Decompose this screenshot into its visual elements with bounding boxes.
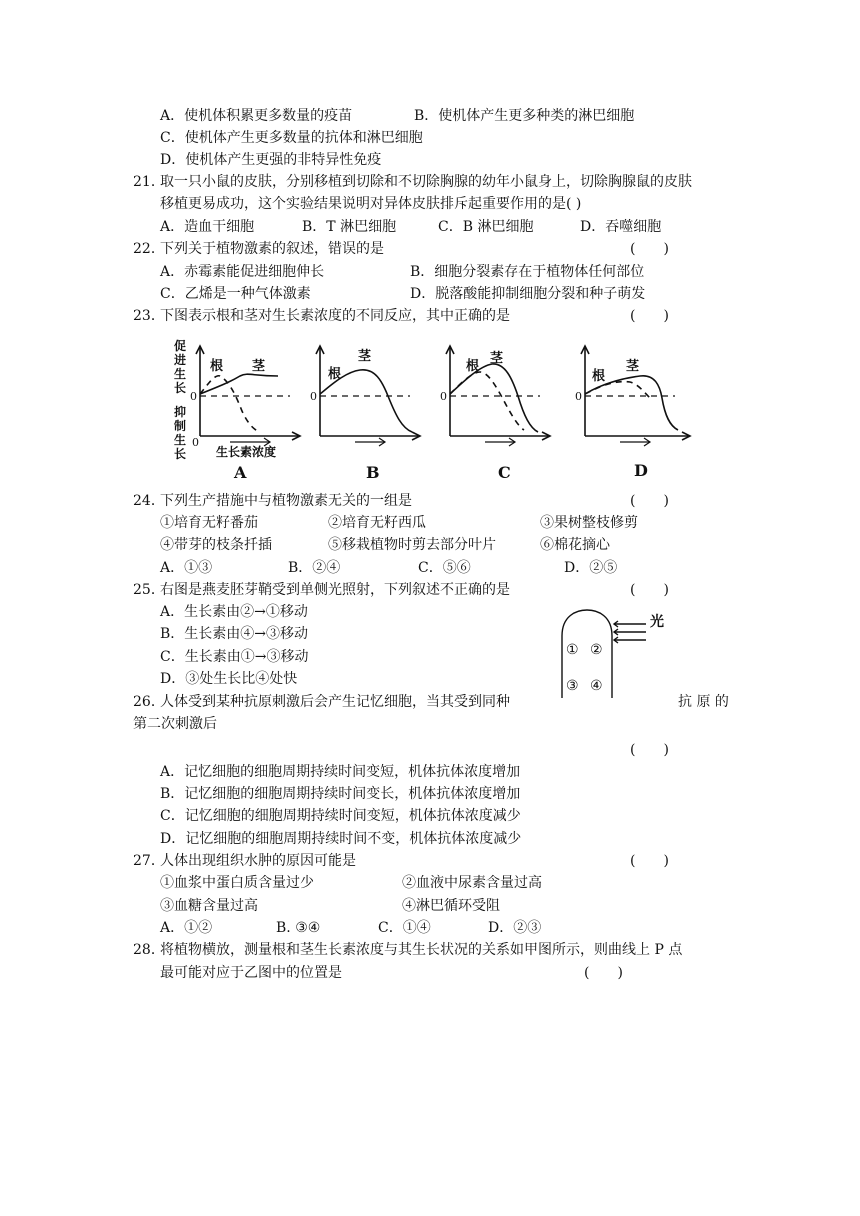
q23-b-root-label: 根 — [328, 367, 342, 382]
q24-answer-paren: ( ) — [630, 493, 669, 509]
q22-number: 22． — [133, 241, 165, 257]
q26-stem-line2: 第二次刺激后 — [133, 716, 217, 732]
q22-option-d: D．脱落酸能抑制细胞分裂和种子萌发 — [410, 286, 646, 302]
q20-option-b: B．使机体产生更多种类的淋巴细胞 — [414, 108, 635, 124]
q23-xlabel: 生长素浓度 — [216, 445, 277, 459]
q26-option-a: A．记忆细胞的细胞周期持续时间变短，机体抗体浓度增加 — [160, 764, 521, 780]
light-label: 光 — [650, 614, 664, 630]
q22-stem: 下列关于植物激素的叙述，错误的是 — [160, 241, 384, 257]
q20-option-d: D．使机体产生更强的非特异性免疫 — [160, 152, 382, 168]
q27-option-d: D．②③ — [488, 920, 542, 936]
q23-c-root-label: 根 — [466, 359, 480, 374]
q28-number: 28． — [133, 942, 165, 958]
q23-number: 23． — [133, 308, 165, 324]
q23-b-stem-label: 茎 — [358, 349, 372, 364]
q25-answer-paren: ( ) — [630, 582, 669, 598]
q24-option-a: A．①③ — [160, 560, 213, 576]
q23-y-top-char-2: 进 — [174, 353, 187, 367]
q24-option-c: C．⑤⑥ — [418, 560, 471, 576]
q24-option-d: D．②⑤ — [564, 560, 618, 576]
q21-option-c: C．B 淋巴细胞 — [438, 219, 534, 235]
q27-number: 27． — [133, 853, 165, 869]
q21-option-b: B．T 淋巴细胞 — [302, 219, 397, 235]
q25-option-d: D．③处生长比④处快 — [160, 671, 298, 687]
position-2-label: ② — [590, 642, 603, 658]
q27-item-3: ③血糖含量过高 — [160, 898, 258, 914]
q23-d-zero: 0 — [575, 390, 582, 403]
q25-number: 25． — [133, 582, 165, 598]
q21-stem-line1: 取一只小鼠的皮肤，分别移植到切除和不切除胸腺的幼年小鼠身上，切除胸腺鼠的皮肤 — [160, 174, 692, 190]
q27-answer-paren: ( ) — [630, 853, 669, 869]
q23-c-zero: 0 — [440, 390, 447, 403]
q25-option-c: C．生长素由①→③移动 — [160, 649, 309, 665]
q26-answer-paren: ( ) — [630, 742, 669, 758]
q24-item-5: ⑤移栽植物时剪去部分叶片 — [328, 537, 496, 553]
q21-number: 21． — [133, 174, 165, 190]
q28-stem-line1: 将植物横放，测量根和茎生长素浓度与其生长状况的关系如甲图所示，则曲线上 P 点 — [160, 942, 683, 958]
q22-option-b: B．细胞分裂素存在于植物体任何部位 — [410, 264, 645, 280]
q21-option-a: A．造血干细胞 — [160, 219, 255, 235]
q22-option-a: A．赤霉素能促进细胞伸长 — [160, 264, 325, 280]
q28-stem-line2: 最可能对应于乙图中的位置是 — [160, 965, 342, 981]
q23-panel-b-label: B — [366, 463, 380, 482]
q26-stem-line1a: 人体受到某种抗原刺激后会产生记忆细胞，当其受到同种 — [160, 694, 510, 710]
q23-panel-a-label: A — [234, 463, 247, 482]
q27-option-b: B. ③④ — [276, 920, 321, 936]
q24-item-3: ③果树整枝修剪 — [540, 515, 638, 531]
q24-item-2: ②培育无籽西瓜 — [328, 515, 426, 531]
q24-item-1: ①培育无籽番茄 — [160, 515, 258, 531]
q24-item-4: ④带芽的枝条扦插 — [160, 537, 272, 553]
q23-y-bottom-char-2: 制 — [174, 419, 187, 433]
q23-y-top-char-1: 促 — [174, 339, 187, 353]
q22-answer-paren: ( ) — [630, 241, 669, 257]
q23-y-bottom-char-1: 抑 — [174, 405, 187, 419]
q28-answer-paren: ( ) — [584, 965, 623, 981]
q23-a-root-label: 根 — [210, 359, 224, 374]
q24-option-b: B．②④ — [288, 560, 341, 576]
q23-d-stem-label: 茎 — [626, 359, 640, 374]
q26-option-d: D．记忆细胞的细胞周期持续时间不变，机体抗体浓度减少 — [160, 831, 522, 847]
q25-option-b: B．生长素由④→③移动 — [160, 626, 309, 642]
q23-panel-c-label: C — [498, 463, 511, 482]
q27-item-4: ④淋巴循环受阻 — [402, 898, 500, 914]
q26-option-b: B．记忆细胞的细胞周期持续时间变长，机体抗体浓度增加 — [160, 786, 521, 802]
position-1-label: ① — [566, 642, 579, 658]
q23-c-stem-label: 茎 — [490, 351, 504, 366]
q26-stem-line1b: 抗 原 的 — [678, 694, 729, 710]
q20-option-a: A．使机体积累更多数量的疫苗 — [160, 108, 353, 124]
q23-y-top-char-4: 长 — [174, 381, 187, 395]
q25-stem: 右图是燕麦胚芽鞘受到单侧光照射，下列叙述不正确的是 — [160, 582, 510, 598]
q21-option-d: D．吞噬细胞 — [580, 219, 662, 235]
q27-item-2: ②血液中尿素含量过高 — [402, 875, 542, 891]
q23-a-origin: 0 — [192, 436, 199, 449]
q23-a-zero: 0 — [190, 390, 197, 403]
q26-number: 26． — [133, 694, 165, 710]
q23-b-zero: 0 — [310, 390, 317, 403]
q27-item-1: ①血浆中蛋白质含量过少 — [160, 875, 314, 891]
q22-option-c: C．乙烯是一种气体激素 — [160, 286, 311, 302]
q27-option-a: A．①② — [160, 920, 213, 936]
q24-item-6: ⑥棉花摘心 — [540, 537, 610, 553]
q21-stem-line2: 移植更易成功，这个实验结果说明对异体皮肤排斥起重要作用的是( ) — [160, 196, 582, 212]
q23-panel-d-label: D — [634, 461, 648, 480]
q27-stem: 人体出现组织水肿的原因可能是 — [160, 853, 356, 869]
q23-y-top-char-3: 生 — [174, 367, 187, 381]
q23-stem: 下图表示根和茎对生长素浓度的不同反应，其中正确的是 — [160, 308, 510, 324]
q23-figure — [160, 336, 700, 486]
q25-option-a: A．生长素由②→①移动 — [160, 604, 308, 620]
q20-option-c: C．使机体产生更多数量的抗体和淋巴细胞 — [160, 130, 423, 146]
q24-number: 24． — [133, 493, 165, 509]
position-4-label: ④ — [590, 678, 603, 694]
q23-d-root-label: 根 — [592, 369, 606, 384]
coleoptile-figure — [556, 606, 676, 698]
q23-a-stem-label: 茎 — [252, 359, 266, 374]
q26-option-c: C．记忆细胞的细胞周期持续时间变短，机体抗体浓度减少 — [160, 808, 521, 824]
q27-option-c: C．①④ — [378, 920, 431, 936]
q23-y-bottom-char-4: 长 — [174, 447, 187, 461]
q23-answer-paren: ( ) — [630, 308, 669, 324]
position-3-label: ③ — [566, 678, 579, 694]
q23-y-bottom-char-3: 生 — [174, 433, 187, 447]
q24-stem: 下列生产措施中与植物激素无关的一组是 — [160, 493, 412, 509]
